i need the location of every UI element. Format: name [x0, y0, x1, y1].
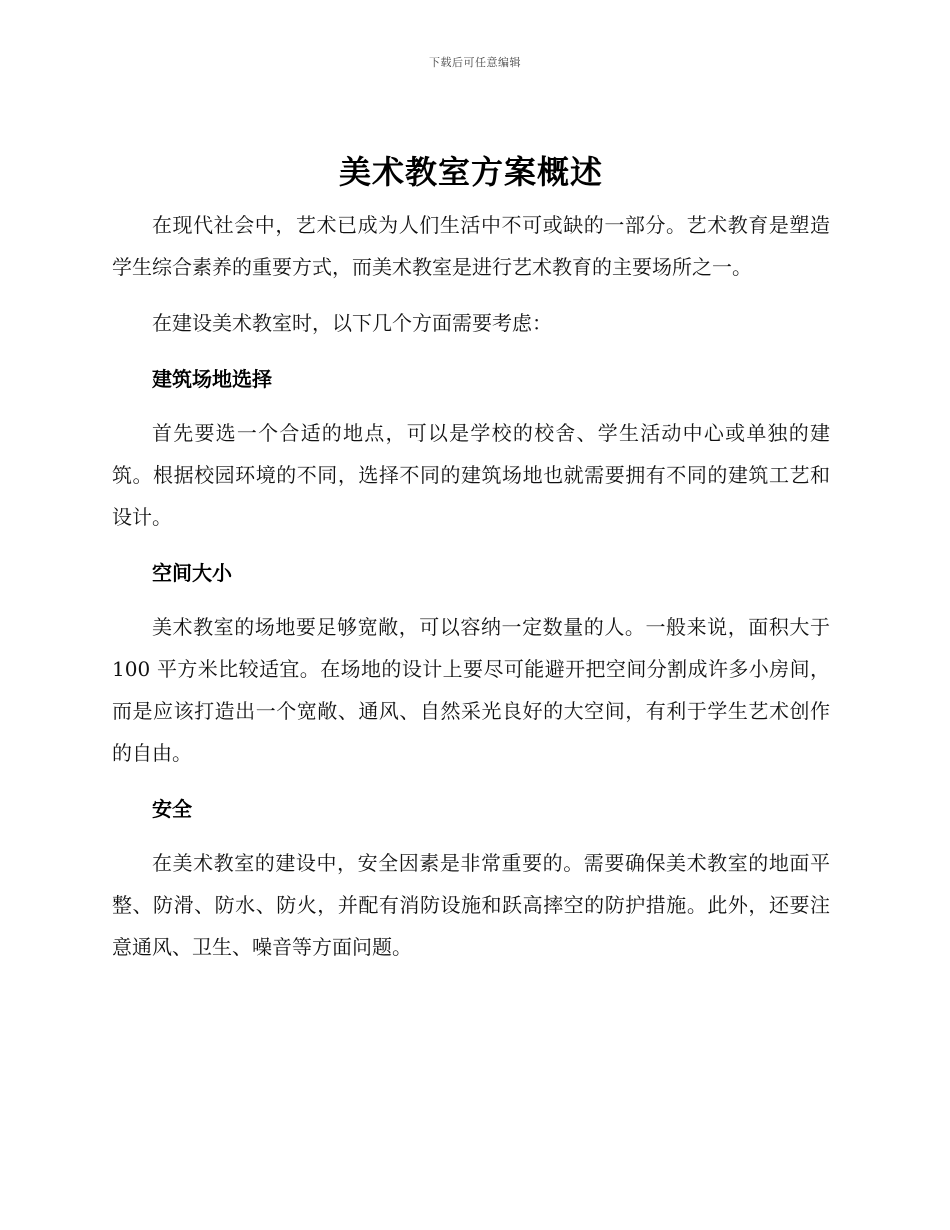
section-body-space: 美术教室的场地要足够宽敞，可以容纳一定数量的人。一般来说，面积大于 100 平方米比较适宜。在场地的设计上要尽可能避开把空间分割成许多小房间，而是应该打造出一个宽敞、通风、自然采光良好的大空间，有利于学生艺术创作的自由。	[112, 615, 830, 765]
intro-paragraph: 在现代社会中，艺术已成为人们生活中不可或缺的一部分。艺术教育是塑造学生综合素养的重要方式，而美术教室是进行艺术教育的主要场所之一。	[112, 213, 830, 279]
section-body-safety: 在美术教室的建设中，安全因素是非常重要的。需要确保美术教室的地面平整、防滑、防水、防火，并配有消防设施和跃高摔空的防护措施。此外，还要注意通风、卫生、噪音等方面问题。	[112, 851, 830, 959]
section-heading-site: 建筑场地选择	[152, 367, 272, 391]
header-note: 下载后可任意编辑	[429, 56, 521, 69]
section-heading-safety: 安全	[152, 797, 192, 821]
section-heading-space: 空间大小	[152, 561, 232, 585]
document-body	[112, 150, 830, 982]
document-title: 美术教室方案概述	[338, 153, 603, 191]
intro-paragraph: 在建设美术教室时，以下几个方面需要考虑：	[152, 311, 552, 335]
section-body-site: 首先要选一个合适的地点，可以是学校的校舍、学生活动中心或单独的建筑。根据校园环境的不同，选择不同的建筑场地也就需要拥有不同的建筑工艺和设计。	[112, 421, 830, 529]
